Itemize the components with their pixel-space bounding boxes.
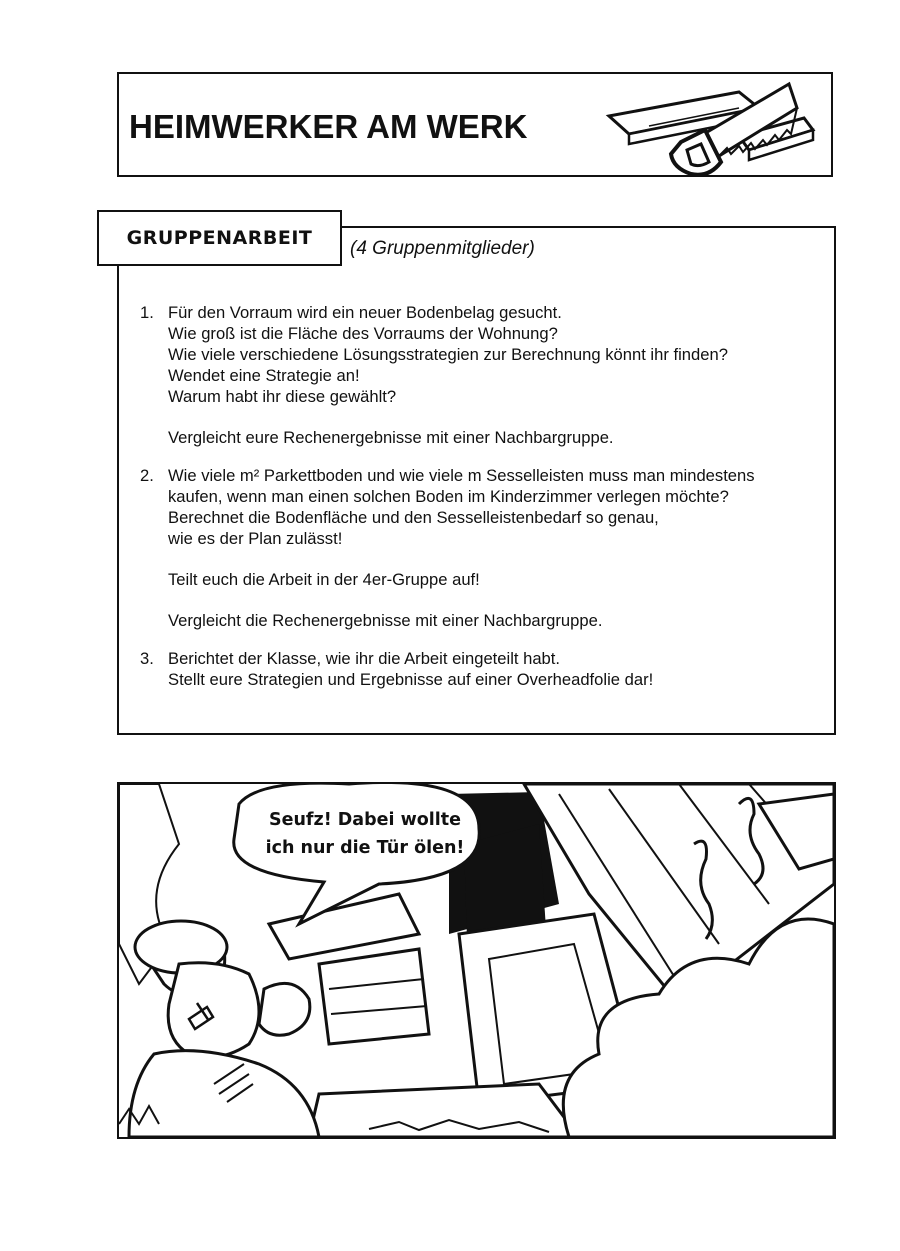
speech-line-1: Seufz! Dabei wollte bbox=[268, 810, 462, 830]
task-followup: Teilt euch die Arbeit in der 4er-Gruppe auf! bbox=[168, 570, 480, 589]
spacer bbox=[168, 549, 830, 569]
speech-line-2: ich nur die Tür ölen! bbox=[265, 838, 465, 858]
task-followup: Vergleicht eure Rechenergebnisse mit einer Nachbargruppe. bbox=[168, 428, 614, 447]
task-line: Warum habt ihr diese gewählt? bbox=[168, 387, 397, 406]
task-followup: Vergleicht die Rechenergebnisse mit einer Nachbargruppe. bbox=[168, 611, 603, 630]
task-body bbox=[168, 648, 830, 690]
spacer bbox=[168, 407, 830, 427]
saw-and-wood-icon bbox=[599, 78, 829, 178]
task-number: 3. bbox=[140, 649, 154, 668]
task-number: 2. bbox=[140, 466, 154, 485]
task-body bbox=[168, 465, 830, 631]
task-3 bbox=[140, 648, 830, 690]
task-line: Berichtet der Klasse, wie ihr die Arbeit eingeteilt habt. bbox=[168, 649, 561, 668]
section-label: GRUPPENARBEIT bbox=[126, 227, 313, 249]
page-title: HEIMWERKER AM WERK bbox=[129, 108, 528, 145]
members-note: (4 Gruppenmitglieder) bbox=[350, 238, 535, 259]
task-body bbox=[168, 302, 830, 448]
task-line: Wie viele verschiedene Lösungsstrategien zur Berechnung könnt ihr finden? bbox=[168, 345, 728, 364]
task-line: Wie groß ist die Fläche des Vorraums der Wohnung? bbox=[168, 324, 558, 343]
spacer bbox=[168, 590, 830, 610]
task-line: Wie viele m² Parkettboden und wie viele m Sesselleisten muss man mindestens bbox=[168, 466, 755, 485]
title-box bbox=[117, 72, 833, 177]
task-line: wie es der Plan zulässt! bbox=[168, 529, 343, 548]
task-line: kaufen, wenn man einen solchen Boden im Kinderzimmer verlegen möchte? bbox=[168, 487, 729, 506]
task-list bbox=[140, 302, 830, 707]
section-label-box bbox=[97, 210, 342, 266]
task-number: 1. bbox=[140, 303, 154, 322]
task-2 bbox=[140, 465, 830, 631]
task-1 bbox=[140, 302, 830, 448]
task-line: Für den Vorraum wird ein neuer Bodenbelag gesucht. bbox=[168, 303, 562, 322]
task-line: Wendet eine Strategie an! bbox=[168, 366, 360, 385]
speech-bubble-text bbox=[250, 806, 480, 862]
task-line: Stellt eure Strategien und Ergebnisse auf einer Overheadfolie dar! bbox=[168, 670, 654, 689]
task-line: Berechnet die Bodenfläche und den Sesselleistenbedarf so genau, bbox=[168, 508, 659, 527]
